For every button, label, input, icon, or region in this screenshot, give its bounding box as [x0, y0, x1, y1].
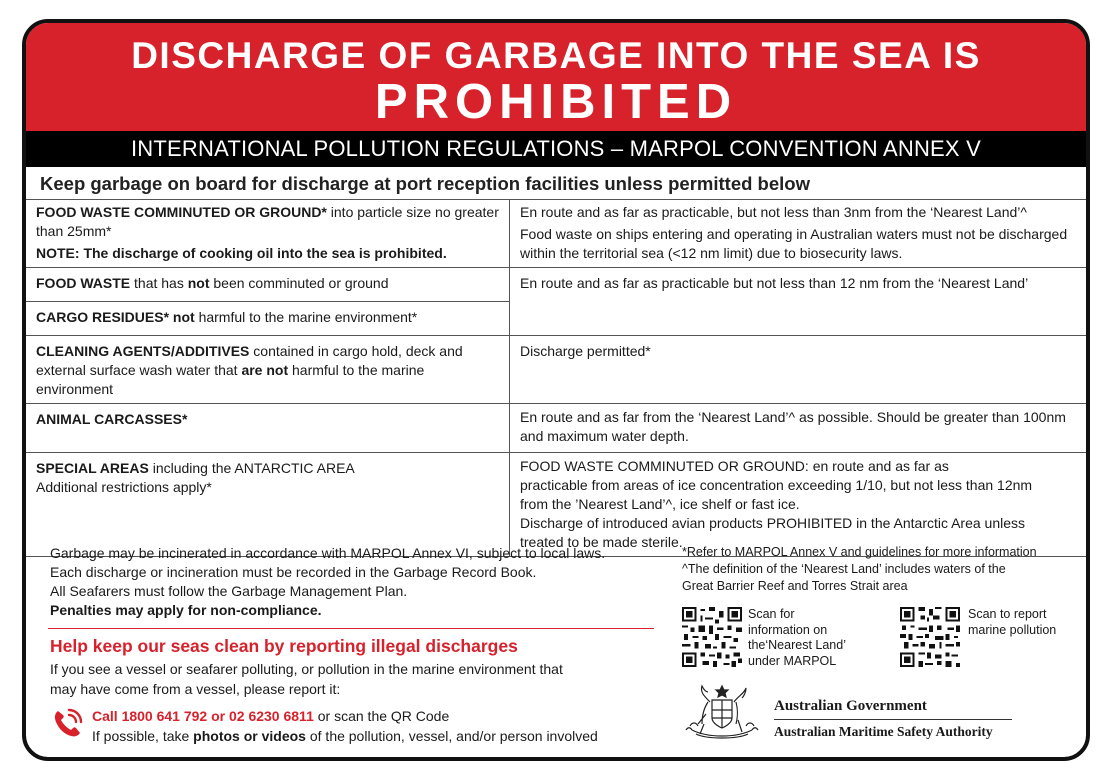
qr-code-icon[interactable] — [900, 607, 960, 667]
title-banner — [26, 23, 1086, 131]
qr-label-line: Scan for — [748, 607, 795, 621]
category-name: CLEANING AGENTS/ADDITIVES — [36, 343, 250, 359]
photos-emphasis: photos or videos — [193, 728, 306, 744]
gov-name: Australian Government — [774, 698, 927, 714]
rule-text: Discharge of introduced avian products PROHIBITED in the Antarctic Area unless — [520, 515, 1026, 531]
penalties-note: Penalties may apply for non-compliance. — [50, 602, 322, 618]
table-row — [26, 404, 1090, 453]
note-line: Garbage may be incinerated in accordance with MARPOL Annex VI, subject to local laws. — [50, 545, 606, 561]
amsa-name: Australian Maritime Safety Authority — [774, 724, 993, 739]
rule-cell — [510, 268, 1091, 336]
category-emphasis: are not — [241, 362, 289, 378]
photos-text: of the pollution, vessel, and/or person involved — [305, 728, 598, 744]
rule-cell — [510, 453, 1091, 557]
category-cell — [26, 268, 510, 302]
rule-text: En route and as far from the ‘Nearest Land’^ as possible. Should be greater than 100nm and maximum water depth. — [520, 409, 1066, 444]
note-line: All Seafarers must follow the Garbage Management Plan. — [50, 583, 408, 599]
rule-text: practicable from areas of ice concentration exceeding 1/10, but not less than 12nm — [520, 477, 1033, 493]
category-desc: harmful to the marine environment — [36, 362, 425, 397]
qr-label-line: the‘Nearest Land’ — [748, 638, 846, 652]
incineration-notes — [50, 544, 660, 620]
category-cell — [26, 404, 510, 453]
rule-text: from the ’Nearest Land’^, ice shelf or fast ice. — [520, 496, 800, 512]
category-cell — [26, 336, 510, 404]
intro-heading: Keep garbage on board for discharge at port reception facilities unless permitted below — [40, 173, 810, 194]
category-name: FOOD WASTE — [36, 275, 131, 291]
subtitle-bar: INTERNATIONAL POLLUTION REGULATIONS – MARPOL CONVENTION ANNEX V — [26, 131, 1086, 167]
category-name: CARGO RESIDUES* — [36, 309, 170, 325]
category-emphasis: not — [172, 309, 195, 325]
category-desc: been comminuted or ground — [209, 275, 389, 291]
rule-cell — [510, 336, 1091, 404]
qr-label-nearest-land — [748, 607, 846, 669]
rule-cell — [510, 404, 1091, 453]
qr-label-line: information on — [748, 622, 828, 637]
category-cell — [26, 200, 510, 268]
category-desc: Additional restrictions apply* — [36, 479, 212, 495]
category-name: FOOD WASTE COMMINUTED OR GROUND* — [36, 204, 327, 220]
category-cell — [26, 453, 510, 557]
table-row — [26, 453, 1090, 557]
category-desc: that has — [130, 275, 188, 291]
category-desc: including the ANTARCTIC AREA — [148, 460, 355, 476]
rule-text: Food waste on ships entering and operating in Australian waters must not be discharged within the territorial sea (<12 nm limit) due to biosecurity laws. — [520, 226, 1068, 261]
qr-label-line: under MARPOL — [748, 653, 837, 668]
coat-of-arms-icon — [682, 680, 762, 742]
rule-cell — [510, 200, 1091, 268]
category-desc: into particle size no greater than 25mm* — [36, 204, 499, 239]
note-line: Each discharge or incineration must be recorded in the Garbage Record Book. — [50, 564, 537, 580]
cooking-oil-note: NOTE: The discharge of cooking oil into the sea is prohibited. — [36, 245, 447, 261]
qr-label-line: Scan to report — [968, 607, 1047, 621]
table-row — [26, 336, 1090, 404]
phone-icon — [50, 705, 86, 741]
qr-label-line: marine pollution — [968, 622, 1057, 637]
category-cell — [26, 302, 510, 336]
rule-text: FOOD WASTE COMMINUTED OR GROUND: en route and as far as — [520, 458, 949, 474]
footnote-ref: *Refer to MARPOL Annex V and guidelines for more information — [682, 545, 1037, 559]
category-desc: harmful to the marine environment* — [194, 309, 418, 325]
table-row — [26, 200, 1090, 268]
category-desc: contained in cargo hold, deck and external surface wash water that — [36, 343, 463, 378]
gov-divider — [774, 719, 1012, 720]
title-line-1: DISCHARGE OF GARBAGE INTO THE SEA IS — [131, 35, 981, 76]
rule-text: En route and as far as practicable but not less than 12 nm from the ‘Nearest Land’ — [520, 275, 1029, 291]
rule-text: En route and as far as practicable, but not less than 3nm from the ‘Nearest Land’^ — [520, 204, 1027, 220]
title-prohibited: PROHIBITED — [374, 75, 738, 129]
rules-table — [26, 199, 1090, 557]
report-line: If you see a vessel or seafarer polluting, or pollution in the marine environment that — [50, 661, 563, 677]
help-heading: Help keep our seas clean by reporting illegal discharges — [50, 636, 518, 656]
rule-text: treated to be made sterile. — [520, 534, 683, 550]
sign-frame — [22, 19, 1090, 761]
qr-code-icon[interactable] — [682, 607, 742, 667]
qr-label-report — [968, 607, 1056, 638]
report-line: may have come from a vessel, please report it: — [50, 681, 341, 697]
call-rest: or scan the QR Code — [313, 708, 450, 724]
photos-text: If possible, take — [92, 728, 194, 744]
phone-numbers[interactable]: Call 1800 641 792 or 02 6230 6811 — [92, 708, 314, 724]
footnotes — [682, 544, 1082, 595]
divider — [48, 628, 654, 629]
footnote-def: ^The definition of the ‘Nearest Land’ includes waters of the — [682, 562, 1006, 576]
category-name: ANIMAL CARCASSES* — [36, 411, 188, 427]
rule-text: Discharge permitted* — [520, 343, 651, 359]
category-name: SPECIAL AREAS — [36, 460, 149, 476]
category-emphasis: not — [187, 275, 210, 291]
report-instructions — [50, 659, 650, 699]
call-instructions — [92, 706, 598, 746]
table-row — [26, 268, 1090, 302]
footnote-def: Great Barrier Reef and Torres Strait area — [682, 579, 908, 593]
